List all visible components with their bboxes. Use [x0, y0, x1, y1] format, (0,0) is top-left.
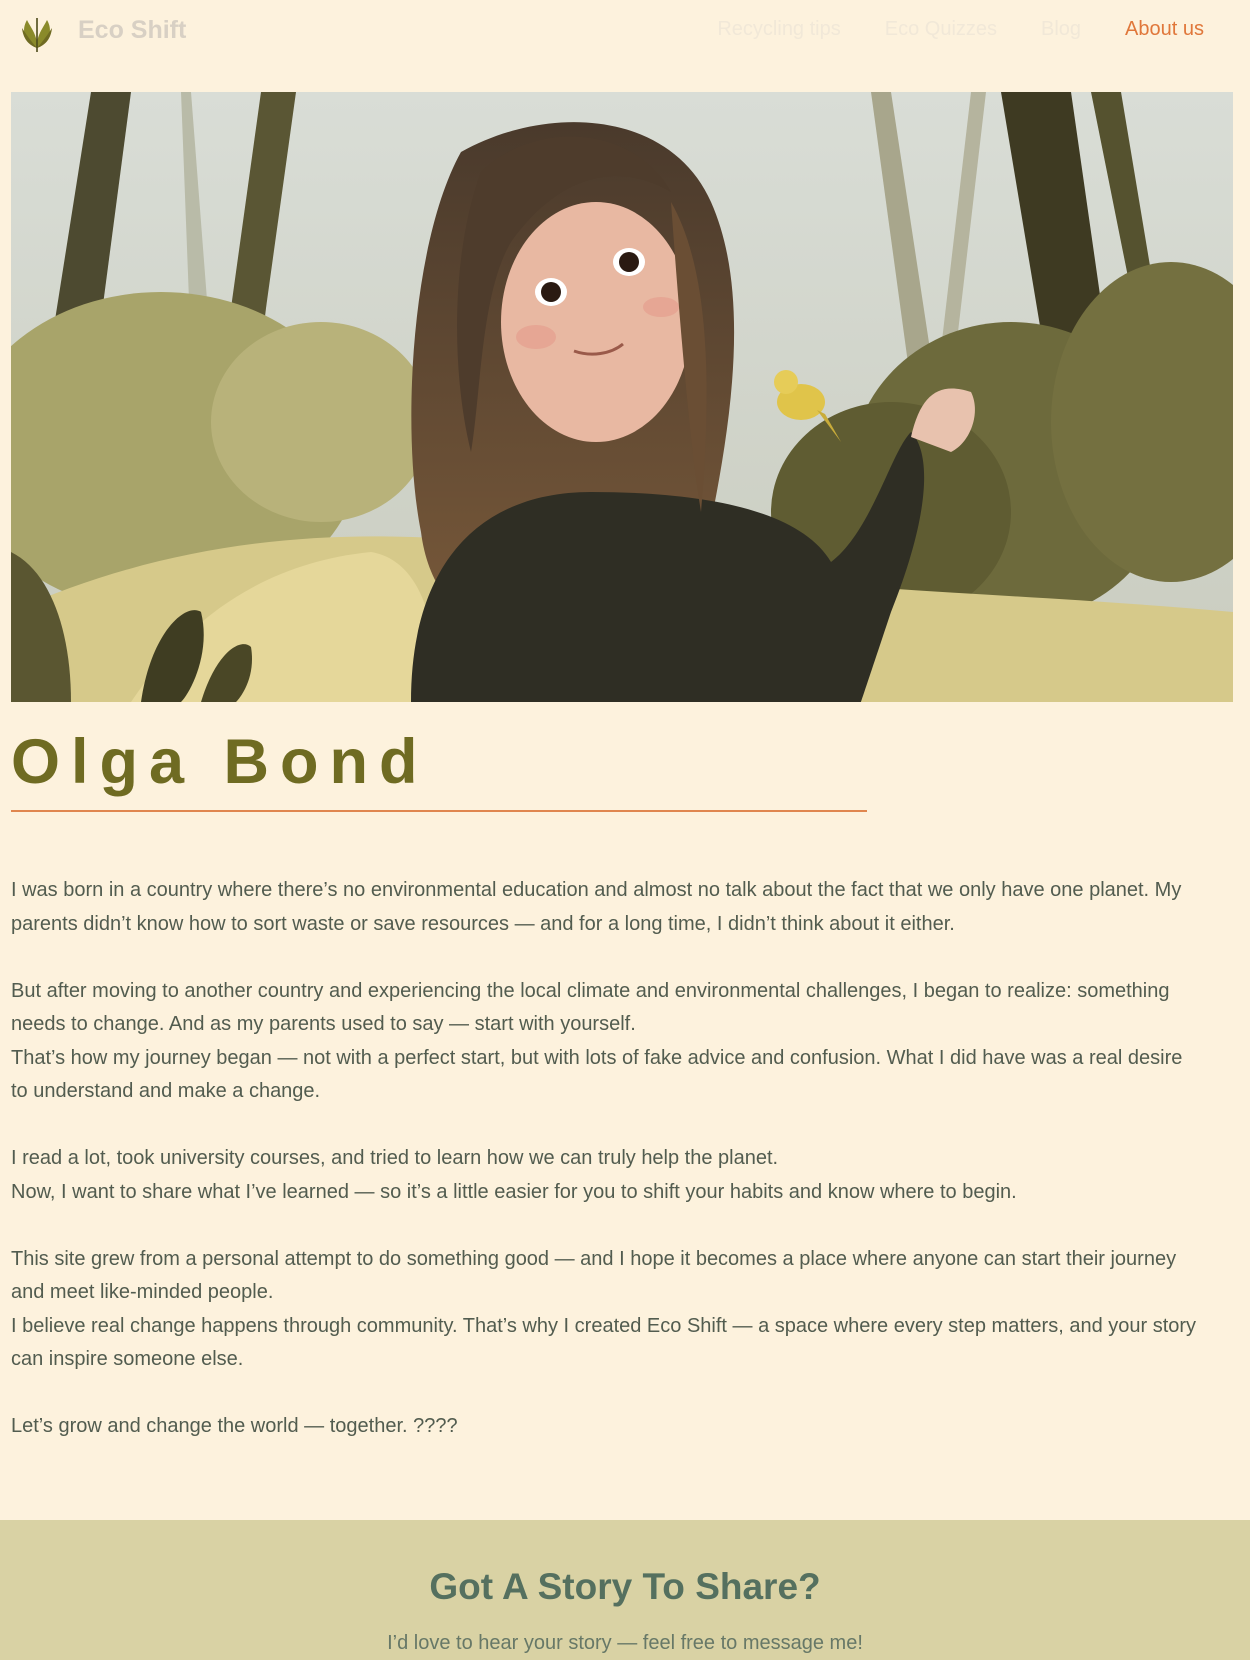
bio-paragraph	[11, 1142, 1201, 1209]
bio-line: I believe real change happens through community. That’s why I created Eco Shift — a space where every step matters, and your story can inspire someone else.	[11, 1314, 1197, 1370]
hero-illustration	[11, 92, 1233, 702]
bio-section	[11, 874, 1201, 1477]
brand-name[interactable]: Eco Shift	[78, 16, 187, 44]
main-nav	[717, 18, 1204, 41]
bio-line: That’s how my journey began — not with a perfect start, but with lots of fake advice and confusion. What I did have was a real desire to understand and make a change.	[11, 1046, 1183, 1102]
bio-line: Let’s grow and change the world — together. ????	[11, 1415, 458, 1437]
bio-paragraph	[11, 1243, 1201, 1377]
bio-paragraph	[11, 1410, 1201, 1444]
nav-link-blog[interactable]: Blog	[1041, 18, 1082, 40]
logo-link[interactable]	[16, 12, 58, 54]
cta-subtitle: I’d love to hear your story — feel free to message me!	[387, 1632, 863, 1654]
bio-line: I read a lot, took university courses, and tried to learn how we can truly help the planet.	[11, 1147, 779, 1169]
bio-line: This site grew from a personal attempt to do something good — and I hope it becomes a place where anyone can start their journey and meet like-minded people.	[11, 1247, 1177, 1303]
bio-line: But after moving to another country and experiencing the local climate and environmental challenges, I began to realize: something needs to change. And as my parents used to say — start with yourself.	[11, 979, 1170, 1035]
bio-paragraph	[11, 975, 1201, 1109]
name-divider	[11, 810, 867, 812]
cta-title: Got A Story To Share?	[429, 1566, 821, 1607]
leaf-icon	[16, 12, 58, 54]
nav-link-eco-quizzes[interactable]: Eco Quizzes	[884, 18, 998, 40]
nav-link-recycling-tips[interactable]: Recycling tips	[717, 18, 841, 40]
nav-link-about-us[interactable]: About us	[1125, 18, 1204, 40]
story-cta-section	[0, 1520, 1250, 1660]
top-navbar	[0, 0, 1250, 66]
bio-line: Now, I want to share what I’ve learned — so it’s a little easier for you to shift your habits and know where to begin.	[11, 1180, 1017, 1203]
bio-line: I was born in a country where there’s no environmental education and almost no talk about the fact that we only have one planet. My parents didn’t know how to sort waste or save resources — and for a long time, I didn’t think about it either.	[11, 879, 1182, 935]
bio-paragraph	[11, 874, 1201, 941]
profile-name: Olga Bond	[11, 727, 429, 797]
